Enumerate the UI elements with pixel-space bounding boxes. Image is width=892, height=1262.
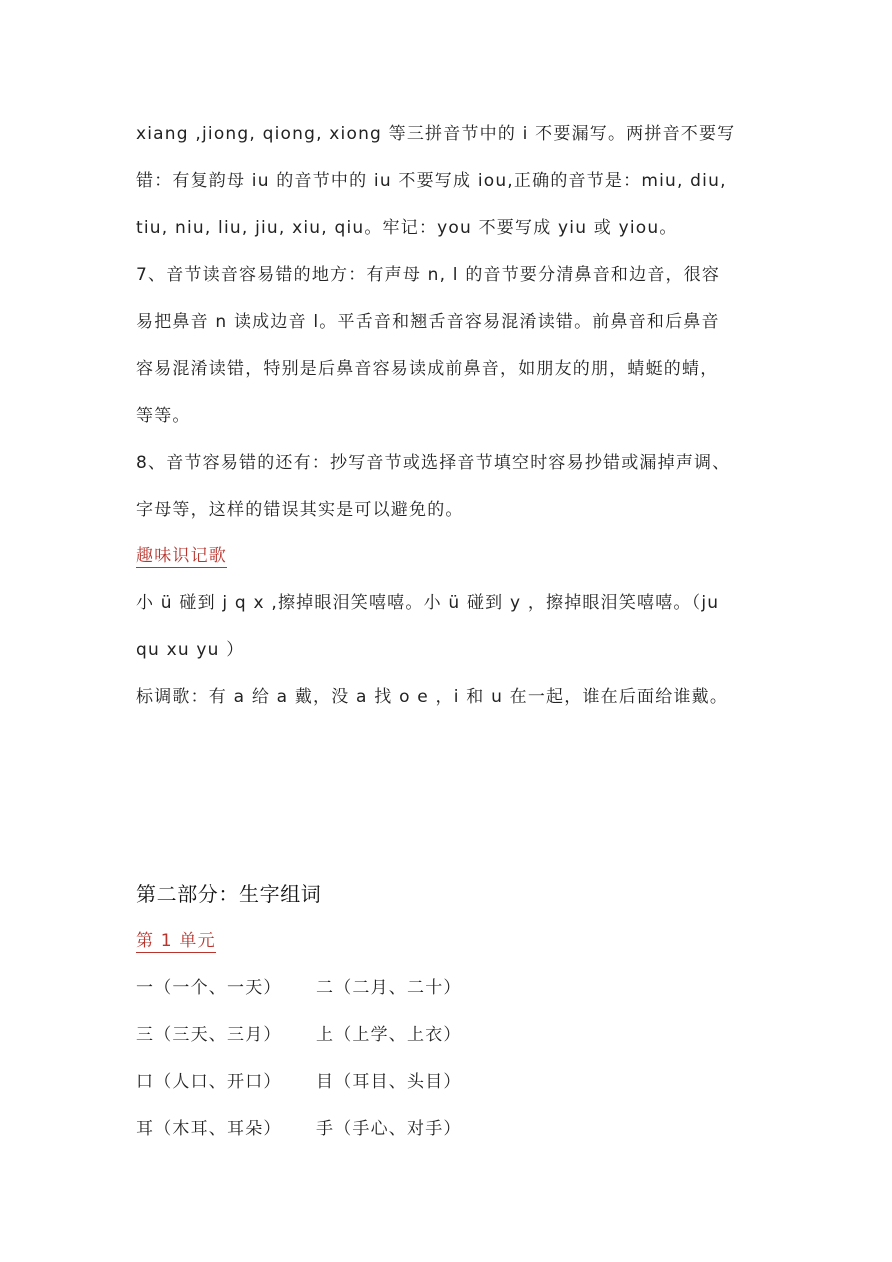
paragraph-line: xiang ,jiong, qiong, xiong 等三拼音节中的 i 不要漏写。两拼音不要写 (136, 124, 736, 144)
song-line: 小 ü 碰到 j q x ,擦掉眼泪笑嘻嘻。小 ü 碰到 y ，擦掉眼泪笑嘻嘻。（ju (136, 593, 720, 613)
paragraph-line: 8、音节容易错的还有：抄写音节或选择音节填空时容易抄错或漏掉声调、 (136, 453, 731, 473)
word-entry-right: 目（耳目、头目） (316, 1072, 462, 1092)
word-entry-right: 手（手心、对手） (316, 1119, 462, 1139)
word-row (136, 1117, 462, 1141)
section-heading: 第二部分：生字组词 (136, 882, 322, 906)
paragraph-line: 字母等，这样的错误其实是可以避免的。 (136, 500, 464, 520)
fun-song-title-link[interactable]: 趣味识记歌 (136, 546, 227, 566)
paragraph-line: 易把鼻音 n 读成边音 l。平舌音和翘舌音容易混淆读错。前鼻音和后鼻音 (136, 312, 720, 332)
word-entry-left: 耳（木耳、耳朵） (136, 1119, 282, 1139)
word-row (136, 976, 462, 1000)
word-row (136, 1023, 462, 1047)
word-row (136, 1070, 462, 1094)
word-entry-left: 口（人口、开口） (136, 1072, 282, 1092)
word-entry-left: 一（一个、一天） (136, 978, 282, 998)
paragraph-line: 7、音节读音容易错的地方：有声母 n, l 的音节要分清鼻音和边音，很容 (136, 265, 721, 285)
song-line: 标调歌：有 a 给 a 戴，没 a 找 o e ，i 和 u 在一起，谁在后面给谁戴。 (136, 687, 729, 707)
word-entry-right: 上（上学、上衣） (316, 1025, 462, 1045)
paragraph-line: 等等。 (136, 406, 191, 426)
word-entry-right: 二（二月、二十） (316, 978, 462, 998)
paragraph-line: tiu, niu, liu, jiu, xiu, qiu。牢记：you 不要写成 yiu 或 yiou。 (136, 218, 678, 238)
song-line: qu xu yu ） (136, 640, 245, 660)
unit-title-link[interactable]: 第 1 单元 (136, 931, 216, 951)
word-entry-left: 三（三天、三月） (136, 1025, 282, 1045)
paragraph-line: 错：有复韵母 iu 的音节中的 iu 不要写成 iou,正确的音节是：miu, diu, (136, 171, 727, 191)
unit-title-container (136, 929, 216, 953)
fun-song-title-container (136, 544, 227, 568)
paragraph-line: 容易混淆读错，特别是后鼻音容易读成前鼻音，如朋友的朋，蜻蜓的蜻， (136, 359, 719, 379)
